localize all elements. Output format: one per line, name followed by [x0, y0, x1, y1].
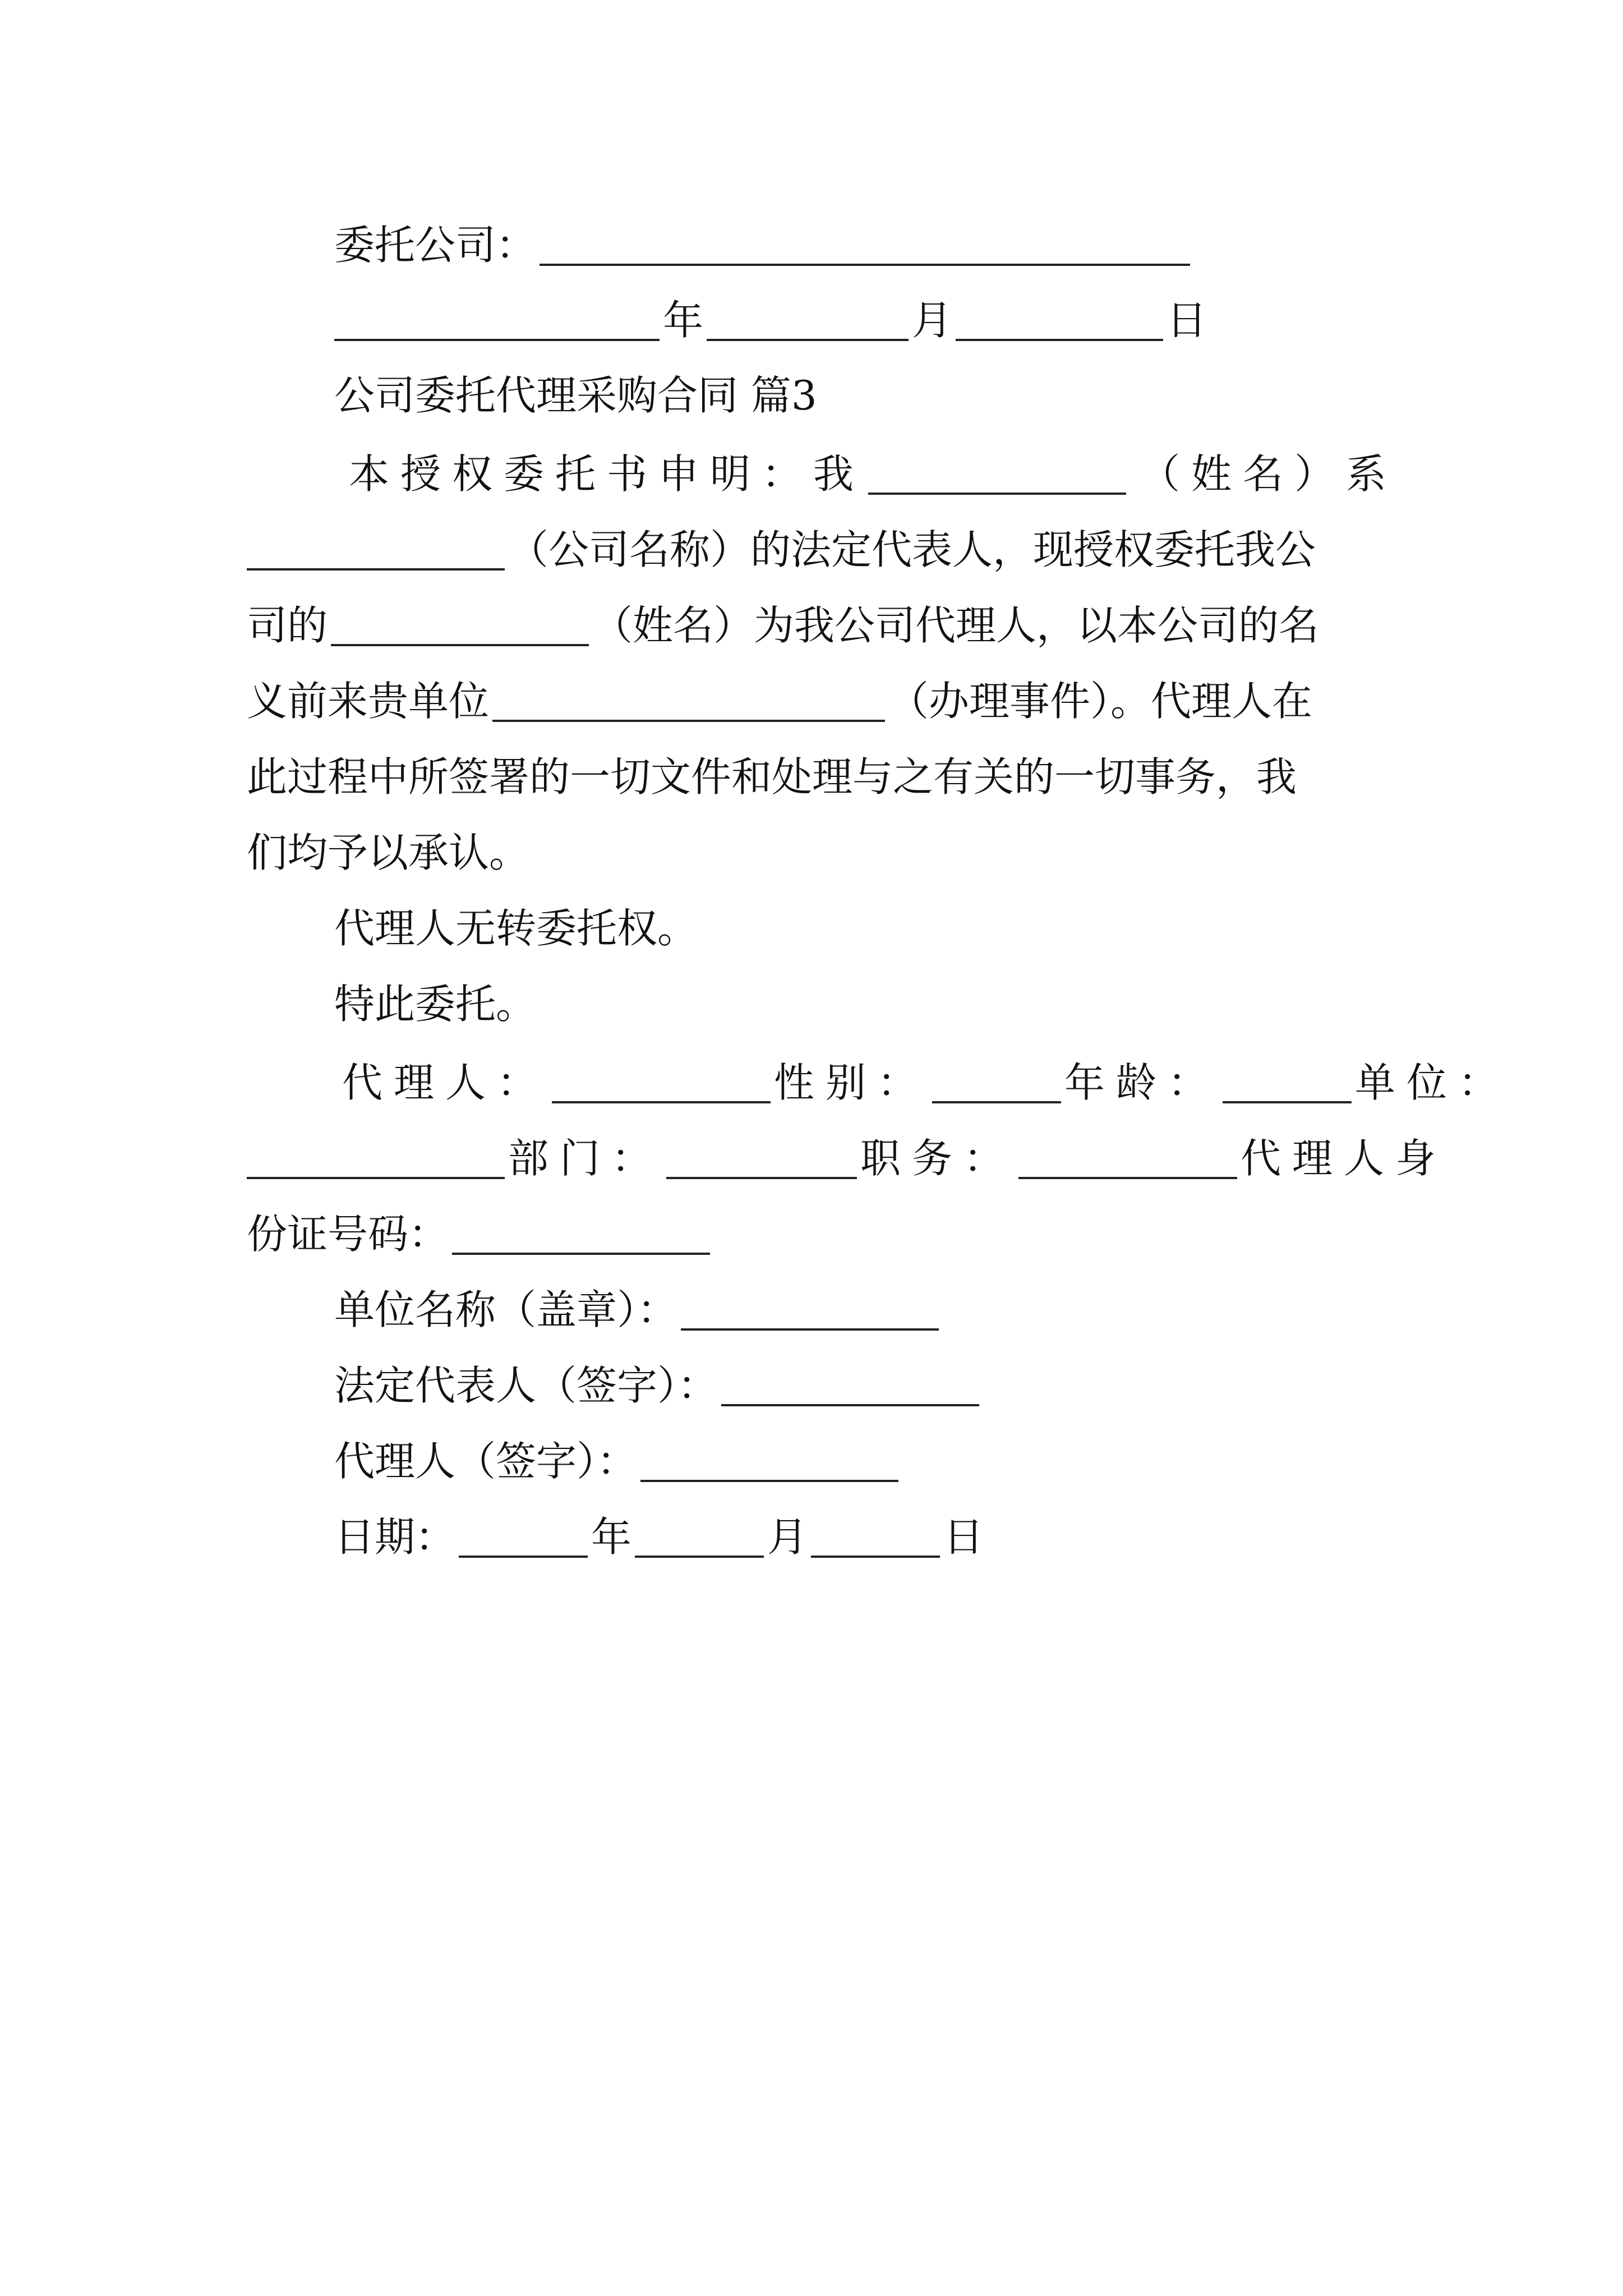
no-subdelegation-text: 代理人无转委托权。: [334, 905, 698, 952]
date-month-label: 月: [767, 1513, 808, 1561]
body-line-4: [247, 670, 1312, 732]
day-blank: [956, 298, 1163, 341]
entrusting-company-blank: [540, 223, 1190, 266]
no-subdelegation-line: [334, 898, 698, 959]
unit-label: 单位：: [1355, 1059, 1510, 1106]
agent-appointment-text: （姓名）为我公司代理人，以本公司的名: [592, 602, 1320, 649]
section-title-line: [334, 365, 817, 426]
id-label-a: 代理人身: [1241, 1135, 1447, 1182]
visit-unit-text: 义前来贵单位: [247, 678, 490, 725]
hereby-text: 特此委托。: [334, 981, 537, 1028]
unit-blank: [247, 1137, 505, 1179]
agent-sign-label: 代理人（签字）：: [334, 1438, 638, 1485]
gender-blank: [932, 1061, 1061, 1103]
matter-blank: [492, 679, 885, 722]
body-line-2: [247, 519, 1316, 581]
age-blank: [1223, 1061, 1352, 1103]
gender-label: 性别：: [774, 1059, 929, 1106]
company-of-text: 司的: [247, 602, 328, 649]
age-label: 年龄：: [1064, 1059, 1220, 1106]
date-month-blank: [635, 1515, 764, 1558]
acknowledge-text: 们均予以承认。: [247, 829, 530, 876]
dept-label: 部门：: [508, 1135, 663, 1182]
declaration-text: 本授权委托书申明：我: [349, 450, 865, 498]
company-name-blank: [247, 528, 505, 570]
id-label-b: 份证号码：: [247, 1211, 449, 1258]
agent-label: 代理人：: [342, 1059, 549, 1106]
date-label: 日期：: [334, 1513, 456, 1561]
entrusting-company-line: [334, 214, 1193, 276]
agent-blank: [552, 1061, 771, 1103]
date-line: [334, 1506, 984, 1568]
section-title: 公司委托代理采购合同 篇3: [334, 372, 817, 419]
body-line-1: [349, 443, 1398, 505]
id-blank: [452, 1212, 710, 1255]
month-blank: [707, 298, 909, 341]
unit-seal-label: 单位名称（盖章）：: [334, 1286, 678, 1333]
agent-info-line-2: [247, 1128, 1447, 1189]
day-label: 日: [1166, 297, 1207, 344]
position-label: 职务：: [860, 1135, 1016, 1182]
agent-name-blank: [331, 604, 589, 646]
body-line-3: [247, 595, 1319, 656]
date-day-label: 日: [943, 1513, 984, 1561]
agent-info-line-1: [342, 1052, 1510, 1114]
prev-date-line: [334, 289, 1207, 351]
year-label: 年: [663, 297, 704, 344]
agent-sign-line: [334, 1430, 902, 1492]
legal-rep-line: [334, 1355, 983, 1416]
matter-text: （办理事件）。代理人在: [888, 678, 1313, 725]
date-year-blank: [459, 1515, 588, 1558]
body-line-6: [247, 822, 529, 884]
agent-info-line-3: [247, 1203, 713, 1265]
unit-seal-line: [334, 1279, 942, 1341]
hereby-line: [334, 973, 536, 1035]
year-blank: [334, 298, 660, 341]
month-label: 月: [912, 297, 953, 344]
company-rep-text: （公司名称）的法定代表人，现授权委托我公: [508, 526, 1316, 573]
date-year-label: 年: [591, 1513, 632, 1561]
body-line-5: [247, 746, 1297, 808]
unit-seal-blank: [681, 1288, 939, 1331]
date-day-blank: [811, 1515, 940, 1558]
position-blank: [1018, 1137, 1237, 1179]
scope-text: 此过程中所签署的一切文件和处理与之有关的一切事务，我: [247, 753, 1297, 800]
name-is-text: （姓名）系: [1140, 450, 1398, 498]
entrusting-company-label: 委托公司：: [334, 222, 537, 269]
agent-sign-blank: [640, 1439, 898, 1482]
legal-rep-label: 法定代表人（签字）：: [334, 1362, 718, 1409]
declarant-name-blank: [868, 452, 1126, 495]
dept-blank: [666, 1137, 857, 1179]
legal-rep-blank: [721, 1364, 979, 1406]
